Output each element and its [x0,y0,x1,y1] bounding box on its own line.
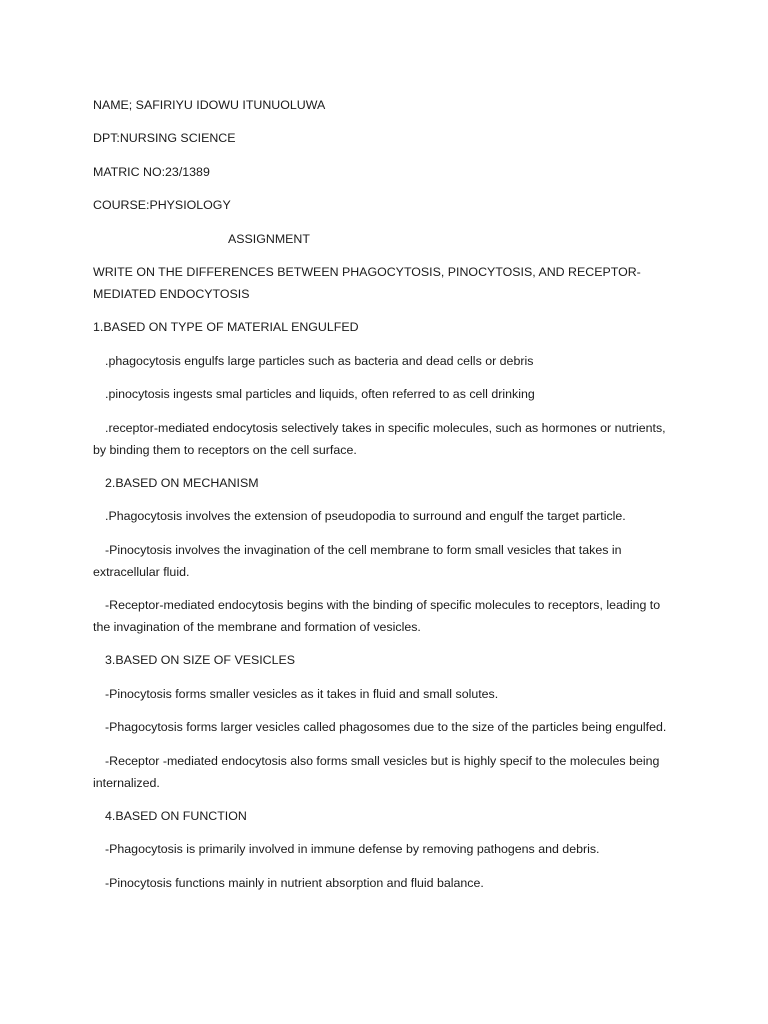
section-item: -Phagocytosis forms larger vesicles called phagosomes due to the size of the particles being engulfed. [105,720,667,735]
section-item: -Pinocytosis forms smaller vesicles as it takes in fluid and small solutes. [105,686,499,701]
section-item: .phagocytosis engulfs large particles such as bacteria and dead cells or debris [105,353,534,368]
section-item: -Pinocytosis involves the invagination of the cell membrane to form small vesicles that takes in extracellular fluid. [93,542,622,579]
section-heading: 3.BASED ON SIZE OF VESICLES [105,653,296,668]
assignment-title: ASSIGNMENT [228,231,310,246]
department: DPT:NURSING SCIENCE [93,131,236,146]
section-item: -Phagocytosis is primarily involved in immune defense by removing pathogens and debris. [105,842,600,857]
section-item: -Pinocytosis functions mainly in nutrient absorption and fluid balance. [105,875,484,890]
course: COURSE:PHYSIOLOGY [93,198,231,213]
section-heading: 2.BASED ON MECHANISM [105,475,259,490]
matric-number: MATRIC NO:23/1389 [93,164,210,179]
student-name: NAME; SAFIRIYU IDOWU ITUNUOLUWA [93,98,326,112]
section-item: .pinocytosis ingests smal particles and liquids, often referred to as cell drinking [105,387,535,402]
assignment-question: WRITE ON THE DIFFERENCES BETWEEN PHAGOCYTOSIS, PINOCYTOSIS, AND RECEPTOR-MEDIATED ENDOCYTOSIS [93,264,641,301]
section-heading: 4.BASED ON FUNCTION [105,809,247,824]
document-body [93,94,673,905]
section-item: .Phagocytosis involves the extension of pseudopodia to surround and engulf the target particle. [105,509,626,524]
section-item: .receptor-mediated endocytosis selectively takes in specific molecules, such as hormones or nutrients, by binding them to receptors on the cell surface. [93,420,666,457]
section-item: -Receptor-mediated endocytosis begins with the binding of specific molecules to receptors, leading to the invagination of the membrane and formation of vesicles. [93,598,661,635]
section-heading: 1.BASED ON TYPE OF MATERIAL ENGULFED [93,320,359,335]
section-item: -Receptor -mediated endocytosis also forms small vesicles but is highly specif to the molecules being internalized. [93,753,660,790]
